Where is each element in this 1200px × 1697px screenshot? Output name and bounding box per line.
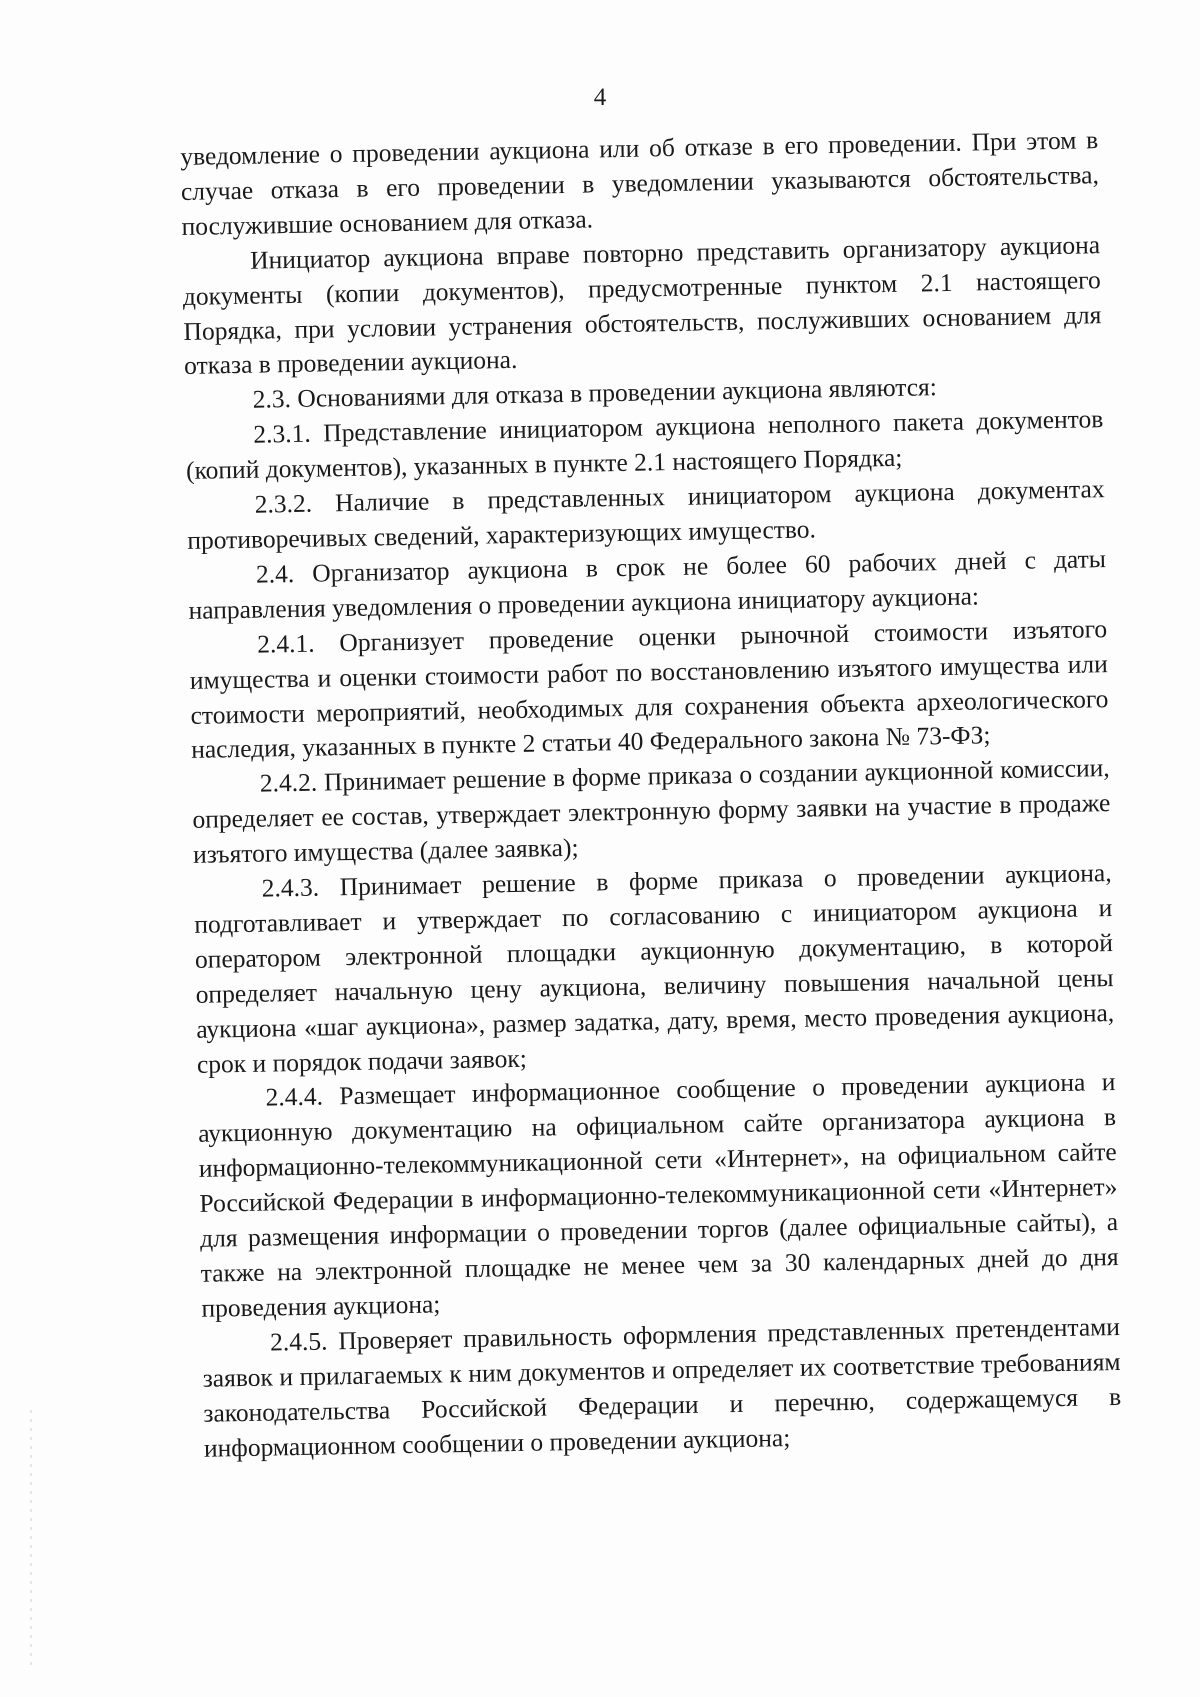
paragraph-continuation: уведомление о проведении аукциона или об отказе в его проведении. При этом в случае отказа в его проведении в уведомлении указываются обстоятельства, послужившие основанием для отказа.: [180, 125, 1100, 241]
paragraph-2-4-2: 2.4.2. Принимает решение в форме приказа о создании аукционной комиссии, определяет ее состав, утверждает электронную форму заявки на участие в продаже изъятого имущества (далее заявка);: [192, 753, 1111, 870]
paragraph-2-3: 2.3. Основаниями для отказа в проведении аукциона являются:: [252, 372, 938, 415]
document-body: [180, 123, 1122, 1466]
paragraph-2-4-1: 2.4.1. Организует проведение оценки рыночной стоимости изъятого имущества и оценки стоимости работ по восстановлению изъятого имущества или стоимости мероприятий, необходимых для сохранения объекта археологического наследия, указанных в пункте 2 статьи 40 Федерального закона № 73-ФЗ;: [189, 613, 1109, 765]
paragraph-2-4-3: 2.4.3. Принимает решение в форме приказа о проведении аукциона, подготавливает и утверждает по согласованию с инициатором аукциона и оператором электронной площадки аукционную документацию, в которой определяет начальную цену аукциона, величину повышения начальной цены аукциона «шаг аукциона», размер задатка, дату, время, место проведения аукциона, срок и порядок подачи заявок;: [194, 858, 1115, 1079]
scan-edge-artifact: [30, 1410, 32, 1670]
paragraph-resubmission: Инициатор аукциона вправе повторно представить организатору аукциона документы (копии документов), предусмотренные пунктом 2.1 настоящего Порядка, при условии устранения обстоятельств, послуживших основанием для отказа в проведении аукциона.: [182, 229, 1102, 381]
paragraph-2-4-4: 2.4.4. Размещает информационное сообщение о проведении аукциона и аукционную документацию на официальном сайте организатора аукциона в информационно-телекоммуникационной сети «Интернет», на официальном сайте Российской Федерации в информационно-телекоммуникационной сети «Интернет» для размещения информации о проведении торгов (далее официальные сайты), а также на электронной площадке не менее чем за 30 календарных дней до дня проведения аукциона;: [197, 1067, 1119, 1323]
paragraph-2-4-5: 2.4.5. Проверяет правильность оформления представленных претендентами заявок и прилагаемых к ним документов и определяет их соответствие требованиям законодательства Российской Федерации и перечню, содержащемуся в информационном сообщении о проведении аукциона;: [202, 1311, 1122, 1463]
paragraph-2-3-1: 2.3.1. Представление инициатором аукциона неполного пакета документов (копий документов), указанных в пункте 2.1 настоящего Порядка;: [185, 404, 1104, 486]
page-number: 4: [593, 84, 607, 111]
paragraph-2-3-2: 2.3.2. Наличие в представленных инициатором аукциона документах противоречивых сведений, характеризующих имущество.: [187, 474, 1105, 555]
paragraph-2-4: 2.4. Организатор аукциона в срок не более 60 рабочих дней с даты направления уведомления о проведении аукциона инициатору аукциона:: [188, 543, 1107, 625]
